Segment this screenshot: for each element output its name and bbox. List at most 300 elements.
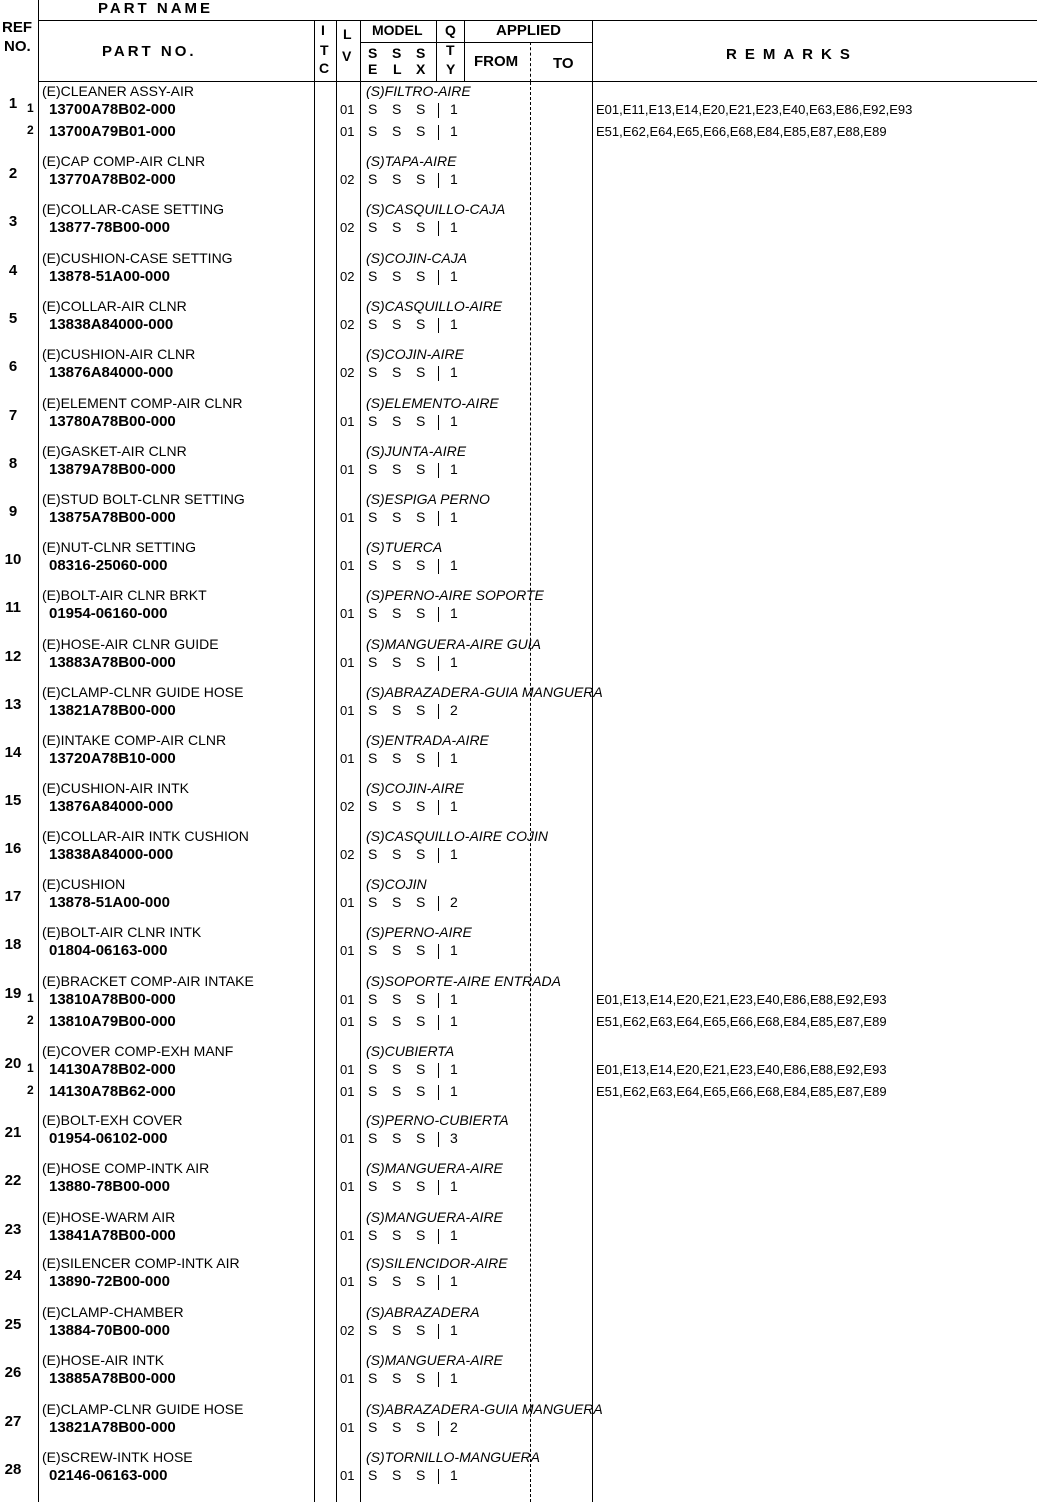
model-se-flag: S [368,1083,378,1099]
model-sl-flag: S [392,846,402,862]
header-model: MODEL [372,22,423,38]
part-row [0,252,1037,300]
model-sx-flag: S [416,654,426,670]
part-name-en: (E)SCREW-INTK HOSE [42,1449,193,1465]
quantity: 1 [450,364,458,380]
part-name-es: (S)ABRAZADERA-GUIA MANGUERA [366,1401,603,1417]
quantity: 1 [450,1061,458,1077]
model-se-flag: S [368,1273,378,1289]
level-value: 01 [340,751,355,766]
part-name-es: (S)ABRAZADERA [366,1304,480,1320]
part-name-en: (E)SILENCER COMP-INTK AIR [42,1255,240,1271]
quantity: 1 [450,268,458,284]
part-variant-line [0,1130,1037,1148]
quantity: 1 [450,1322,458,1338]
part-name-en: (E)BOLT-EXH COVER [42,1112,183,1128]
part-variant-line [0,1322,1037,1340]
part-variant-line [0,123,1037,141]
part-variant-line [0,219,1037,237]
part-name-es: (S)MANGUERA-AIRE [366,1209,503,1225]
model-sx-flag: S [416,101,426,117]
level-value: 01 [340,1420,355,1435]
qty-separator [438,656,439,671]
part-number: 01954-06160-000 [49,605,168,622]
part-name-en: (E)NUT-CLNR SETTING [42,539,196,555]
quantity: 1 [450,123,458,139]
model-sl-flag: S [392,1013,402,1029]
level-value: 01 [340,992,355,1007]
part-name-en: (E)CUSHION-AIR INTK [42,780,189,796]
header-model-sx-2: X [416,61,426,77]
model-se-flag: S [368,364,378,380]
model-sl-flag: S [392,1467,402,1483]
model-sl-flag: S [392,942,402,958]
part-row [0,1211,1037,1259]
part-number: 13810A78B00-000 [49,991,176,1008]
model-sx-flag: S [416,1013,426,1029]
part-name-es: (S)COJIN-AIRE [366,346,464,362]
header-part-name: PART NAME [98,0,214,17]
level-value: 01 [340,703,355,718]
part-row [0,638,1037,686]
part-name-es: (S)COJIN-AIRE [366,780,464,796]
part-name-es: (S)TORNILLO-MANGUERA [366,1449,540,1465]
quantity: 2 [450,894,458,910]
header-qty-q: Q [445,22,456,38]
qty-separator [438,221,439,236]
model-sx-flag: S [416,1061,426,1077]
model-sx-flag: S [416,461,426,477]
model-sl-flag: S [392,1178,402,1194]
model-sl-flag: S [392,461,402,477]
model-sx-flag: S [416,1419,426,1435]
qty-separator [438,366,439,381]
model-se-flag: S [368,171,378,187]
part-name-es: (S)FILTRO-AIRE [366,83,471,99]
model-sl-flag: S [392,894,402,910]
part-variant-line [0,991,1037,1009]
quantity: 1 [450,413,458,429]
part-number: 13700A79B01-000 [49,123,176,140]
header-lv-l: L [343,26,352,42]
model-se-flag: S [368,894,378,910]
model-sx-flag: S [416,798,426,814]
part-variant-line [0,268,1037,286]
model-sx-flag: S [416,942,426,958]
ref-number: 27 [4,1413,22,1430]
part-name-es: (S)COJIN [366,876,427,892]
quantity: 1 [450,509,458,525]
model-sx-flag: S [416,846,426,862]
part-name-es: (S)MANGUERA-AIRE [366,1160,503,1176]
part-name-en: (E)COLLAR-AIR INTK CUSHION [42,828,249,844]
part-row [0,348,1037,396]
qty-separator [438,125,439,140]
part-row [0,878,1037,926]
model-sx-flag: S [416,219,426,235]
model-se-flag: S [368,1178,378,1194]
part-name-es: (S)MANGUERA-AIRE [366,1352,503,1368]
remarks: E51,E62,E64,E65,E66,E68,E84,E85,E87,E88,E89 [596,124,887,139]
qty-separator [438,993,439,1008]
part-number: 13885A78B00-000 [49,1370,176,1387]
level-value: 01 [340,1131,355,1146]
part-variant-line [0,654,1037,672]
level-value: 01 [340,1084,355,1099]
part-name-en: (E)CLEANER ASSY-AIR [42,83,194,99]
model-se-flag: S [368,1227,378,1243]
sub-index: 1 [27,1061,34,1075]
part-row [0,734,1037,782]
sub-index: 2 [27,123,34,137]
model-sx-flag: S [416,1370,426,1386]
ref-number: 9 [8,503,18,520]
header-model-sl-1: S [392,45,402,61]
model-sl-flag: S [392,509,402,525]
part-variant-line [0,1083,1037,1101]
model-se-flag: S [368,846,378,862]
model-se-flag: S [368,942,378,958]
header-qty-y: Y [446,61,456,77]
part-variant-line [0,942,1037,960]
qty-separator [438,511,439,526]
model-se-flag: S [368,557,378,573]
model-sl-flag: S [392,171,402,187]
header-itc-t: T [320,42,329,58]
model-sl-flag: S [392,1130,402,1146]
ref-number: 25 [4,1316,22,1333]
model-se-flag: S [368,750,378,766]
part-name-en: (E)HOSE-AIR INTK [42,1352,165,1368]
model-se-flag: S [368,991,378,1007]
level-value: 02 [340,317,355,332]
level-value: 01 [340,1179,355,1194]
qty-separator [438,1180,439,1195]
part-name-es: (S)PERNO-AIRE SOPORTE [366,587,544,603]
ref-number: 6 [8,358,18,375]
remarks: E51,E62,E63,E64,E65,E66,E68,E84,E85,E87,E89 [596,1084,887,1099]
part-row [0,830,1037,878]
part-variant-line [0,364,1037,382]
model-se-flag: S [368,461,378,477]
ref-number: 20 [4,1055,22,1072]
model-sl-flag: S [392,1083,402,1099]
qty-separator [438,559,439,574]
level-value: 01 [340,124,355,139]
part-number: 13700A78B02-000 [49,101,176,118]
model-sx-flag: S [416,1273,426,1289]
part-name-es: (S)PERNO-AIRE [366,924,472,940]
part-number: 01954-06102-000 [49,1130,168,1147]
model-sx-flag: S [416,1178,426,1194]
model-se-flag: S [368,798,378,814]
header-model-sx-1: S [416,45,426,61]
part-name-es: (S)MANGUERA-AIRE GUIA [366,636,542,652]
part-number: 13890-72B00-000 [49,1273,170,1290]
part-variant-line [0,1467,1037,1485]
ref-number: 11 [5,599,21,616]
quantity: 3 [450,1130,458,1146]
part-variant-line [0,1061,1037,1079]
qty-separator [438,848,439,863]
quantity: 2 [450,1419,458,1435]
part-variant-line [0,1227,1037,1245]
quantity: 1 [450,605,458,621]
part-number: 13878-51A00-000 [49,268,170,285]
model-sx-flag: S [416,1227,426,1243]
model-sx-flag: S [416,364,426,380]
quantity: 1 [450,219,458,235]
part-name-en: (E)COVER COMP-EXH MANF [42,1043,234,1059]
model-sl-flag: S [392,219,402,235]
model-sl-flag: S [392,557,402,573]
sub-index: 2 [27,1083,34,1097]
model-sx-flag: S [416,509,426,525]
part-name-en: (E)BOLT-AIR CLNR INTK [42,924,202,940]
header-ref: REF [2,19,32,36]
ref-number: 15 [4,792,22,809]
model-sx-flag: S [416,1130,426,1146]
model-se-flag: S [368,1013,378,1029]
part-name-es: (S)TUERCA [366,539,443,555]
level-value: 02 [340,847,355,862]
part-variant-line [0,171,1037,189]
header-model-se-1: S [368,45,378,61]
part-number: 01804-06163-000 [49,942,168,959]
part-name-es: (S)CUBIERTA [366,1043,455,1059]
part-number: 13780A78B00-000 [49,413,176,430]
qty-separator [438,103,439,118]
level-value: 01 [340,558,355,573]
part-number: 13810A79B00-000 [49,1013,176,1030]
remarks: E01,E13,E14,E20,E21,E23,E40,E86,E88,E92,E93 [596,992,887,1007]
model-se-flag: S [368,605,378,621]
model-sl-flag: S [392,1273,402,1289]
ref-number: 12 [4,648,22,665]
level-value: 01 [340,1062,355,1077]
qty-separator [438,463,439,478]
part-number: 13821A78B00-000 [49,1419,176,1436]
model-se-flag: S [368,101,378,117]
part-name-es: (S)CASQUILLO-CAJA [366,201,506,217]
part-row [0,686,1037,734]
model-sx-flag: S [416,171,426,187]
level-value: 01 [340,895,355,910]
qty-separator [438,607,439,622]
part-row [0,155,1037,203]
model-sl-flag: S [392,364,402,380]
qty-separator [438,318,439,333]
level-value: 02 [340,220,355,235]
header-qty-t: T [446,42,455,58]
ref-number: 7 [8,407,18,424]
part-name-en: (E)HOSE COMP-INTK AIR [42,1160,210,1176]
ref-number: 17 [4,888,22,905]
qty-separator [438,270,439,285]
level-value: 01 [340,462,355,477]
level-value: 02 [340,269,355,284]
ref-number: 5 [8,310,18,327]
qty-separator [438,1469,439,1484]
model-se-flag: S [368,1419,378,1435]
model-sl-flag: S [392,750,402,766]
part-row [0,926,1037,974]
model-se-flag: S [368,654,378,670]
model-se-flag: S [368,268,378,284]
qty-separator [438,1229,439,1244]
header-from: FROM [474,53,519,70]
part-number: 13770A78B02-000 [49,171,176,188]
part-number: 13720A78B10-000 [49,750,176,767]
quantity: 1 [450,991,458,1007]
model-sl-flag: S [392,1227,402,1243]
model-se-flag: S [368,1130,378,1146]
part-name-es: (S)ELEMENTO-AIRE [366,395,499,411]
qty-separator [438,944,439,959]
part-name-es: (S)SILENCIDOR-AIRE [366,1255,508,1271]
part-variant-line [0,1370,1037,1388]
part-row [0,493,1037,541]
quantity: 1 [450,942,458,958]
part-name-es: (S)CASQUILLO-AIRE COJIN [366,828,549,844]
header-no: NO. [4,38,31,55]
model-sx-flag: S [416,1322,426,1338]
ref-number: 14 [4,744,22,761]
part-name-en: (E)ELEMENT COMP-AIR CLNR [42,395,243,411]
quantity: 1 [450,461,458,477]
model-sl-flag: S [392,991,402,1007]
part-row [0,300,1037,348]
qty-separator [438,1421,439,1436]
level-value: 01 [340,1371,355,1386]
part-variant-line [0,750,1037,768]
qty-separator [438,704,439,719]
qty-separator [438,415,439,430]
remarks: E01,E13,E14,E20,E21,E23,E40,E86,E88,E92,E93 [596,1062,887,1077]
part-name-en: (E)GASKET-AIR CLNR [42,443,187,459]
header-lv-v: V [342,48,352,64]
part-name-en: (E)CUSHION-AIR CLNR [42,346,196,362]
ref-number: 28 [4,1461,22,1478]
model-se-flag: S [368,1061,378,1077]
part-number: 13838A84000-000 [49,846,174,863]
quantity: 1 [450,316,458,332]
model-sl-flag: S [392,268,402,284]
ref-number: 16 [4,840,22,857]
part-row [0,1114,1037,1162]
part-name-es: (S)COJIN-CAJA [366,250,468,266]
quantity: 1 [450,557,458,573]
part-row [0,85,1037,155]
ref-number: 4 [8,262,18,279]
part-number: 13880-78B00-000 [49,1178,170,1195]
part-variant-line [0,1178,1037,1196]
part-row [0,541,1037,589]
quantity: 1 [450,846,458,862]
part-name-es: (S)JUNTA-AIRE [366,443,467,459]
qty-separator [438,1275,439,1290]
model-sl-flag: S [392,413,402,429]
model-sx-flag: S [416,1467,426,1483]
qty-separator [438,1015,439,1030]
remarks: E51,E62,E63,E64,E65,E66,E68,E84,E85,E87,E89 [596,1014,887,1029]
model-se-flag: S [368,1467,378,1483]
qty-separator [438,1372,439,1387]
part-variant-line [0,557,1037,575]
part-name-en: (E)CUSHION-CASE SETTING [42,250,233,266]
part-name-en: (E)INTAKE COMP-AIR CLNR [42,732,227,748]
quantity: 1 [450,101,458,117]
level-value: 01 [340,510,355,525]
part-number: 08316-25060-000 [49,557,168,574]
level-value: 02 [340,365,355,380]
quantity: 1 [450,1178,458,1194]
model-sx-flag: S [416,123,426,139]
part-variant-line [0,1273,1037,1291]
sub-index: 2 [27,1013,34,1027]
level-value: 02 [340,799,355,814]
level-value: 01 [340,102,355,117]
part-number: 13877-78B00-000 [49,219,170,236]
part-name-es: (S)TAPA-AIRE [366,153,457,169]
part-variant-line [0,509,1037,527]
qty-separator [438,896,439,911]
ref-number: 2 [8,165,18,182]
model-sx-flag: S [416,894,426,910]
part-row [0,975,1037,1045]
model-sl-flag: S [392,605,402,621]
model-se-flag: S [368,702,378,718]
part-name-en: (E)BOLT-AIR CLNR BRKT [42,587,207,603]
quantity: 1 [450,654,458,670]
part-name-es: (S)CASQUILLO-AIRE [366,298,503,314]
model-sl-flag: S [392,1061,402,1077]
part-number: 13841A78B00-000 [49,1227,176,1244]
ref-number: 23 [4,1221,22,1238]
part-number: 13876A84000-000 [49,798,174,815]
sub-index: 1 [27,101,34,115]
part-variant-line [0,316,1037,334]
part-row [0,589,1037,637]
model-sx-flag: S [416,557,426,573]
part-row [0,1403,1037,1451]
ref-number: 1 [8,95,18,112]
part-variant-line [0,413,1037,431]
part-variant-line [0,1419,1037,1437]
part-name-es: (S)SOPORTE-AIRE ENTRADA [366,973,561,989]
quantity: 1 [450,798,458,814]
model-sl-flag: S [392,1370,402,1386]
part-name-es: (S)ABRAZADERA-GUIA MANGUERA [366,684,603,700]
part-row [0,1257,1037,1305]
part-number: 13879A78B00-000 [49,461,176,478]
part-row [0,1306,1037,1354]
part-number: 13875A78B00-000 [49,509,176,526]
ref-number: 21 [4,1124,22,1141]
part-name-en: (E)HOSE-AIR CLNR GUIDE [42,636,219,652]
quantity: 1 [450,1370,458,1386]
qty-separator [438,1132,439,1147]
quantity: 1 [450,1467,458,1483]
model-sl-flag: S [392,123,402,139]
model-sl-flag: S [392,702,402,718]
quantity: 1 [450,1013,458,1029]
ref-number: 24 [4,1267,22,1284]
quantity: 2 [450,702,458,718]
part-name-en: (E)BRACKET COMP-AIR INTAKE [42,973,254,989]
level-value: 01 [340,655,355,670]
model-sl-flag: S [392,798,402,814]
